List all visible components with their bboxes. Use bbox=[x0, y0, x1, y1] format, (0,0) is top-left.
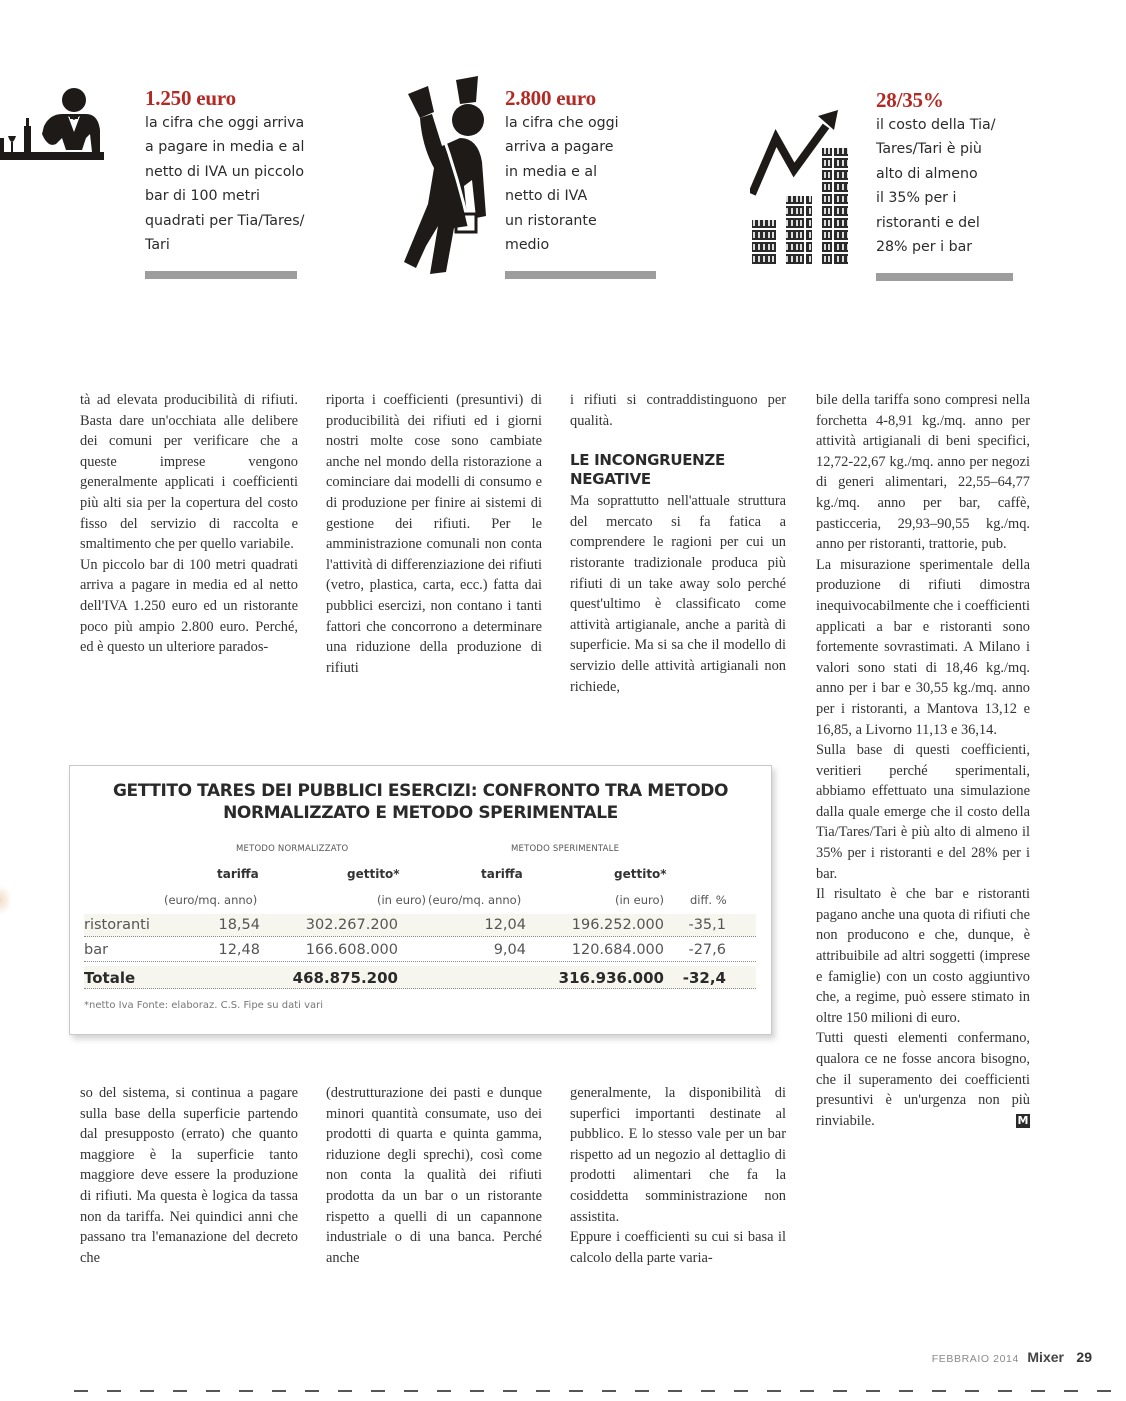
paragraph: riporta i coefficienti (presuntivi) di producibilità dei rifiuti ed i giorni nostri molte cose sono cambiate anche nel mondo della ristorazione a cominciare dai modelli di consumo e di produzione per finire ai sistemi di gestione dei rifiuti. Per le amministrazione comunali non conta l'attività di differenziazione dei rifiuti (vetro, plastica, carta, ecc.) fatta dai pubblici esercizi, non contano i tanti fattori che concorrono a determinare una riduzione della produzione di rifiuti bbox=[326, 392, 542, 676]
paragraph: Eppure i coefficienti su cui si basa il calcolo della parte varia- bbox=[570, 1229, 786, 1266]
magazine-name: Mixer bbox=[1027, 1349, 1064, 1365]
chef-waiter-icon bbox=[398, 76, 490, 276]
stat-line: netto di IVA bbox=[505, 188, 588, 205]
cell-gettito-norm: 468.875.200 bbox=[292, 969, 398, 987]
article-column-3-bottom bbox=[570, 1083, 786, 1268]
col-header-tariffa-norm: tariffa bbox=[217, 867, 259, 881]
cell-diff: -32,4 bbox=[682, 969, 726, 987]
paragraph: tà ad elevata producibilità di rifiuti. Basta dare un'occhiata alle delibere dei comuni per verificare che a queste imprese vengono generalmente applicati i coefficienti più alti sia per la copertura del costo fisso del servizio di raccolta e smaltimento che per quello variabile. bbox=[80, 392, 298, 553]
stat-bar-cost bbox=[145, 86, 315, 257]
paragraph bbox=[816, 1028, 1030, 1131]
stat-line: a pagare in media e al bbox=[145, 139, 305, 156]
table-title bbox=[70, 780, 771, 824]
row-label: bar bbox=[84, 942, 109, 958]
stat-restaurant-cost bbox=[505, 86, 655, 257]
stat-line: arriva a pagare bbox=[505, 139, 614, 156]
page-number: 29 bbox=[1076, 1349, 1092, 1365]
group-header-sperimentale: METODO SPERIMENTALE bbox=[511, 844, 620, 854]
unit-gettito-norm: (in euro) bbox=[377, 893, 426, 907]
stat-description bbox=[876, 113, 1026, 259]
tares-comparison-table bbox=[69, 765, 772, 1035]
stat-description bbox=[505, 111, 655, 257]
page-bleed-decoration bbox=[0, 885, 12, 915]
stat-line: la cifra che oggi arriva bbox=[145, 115, 305, 131]
cut-line-divider bbox=[74, 1390, 1126, 1392]
col-header-tariffa-sper: tariffa bbox=[481, 867, 523, 881]
stat-line: il 35% per i bbox=[876, 190, 957, 207]
paragraph: Il risultato è che bar e ristoranti pagano anche una quota di rifiuti che non producono e che, dunque, è attribuibile ad altri soggetti (imprese e famiglie) con un costo aggiuntivo che, a regime, può essere stimato in oltre 150 milioni di euro. bbox=[816, 886, 1030, 1026]
issue-date: FEBBRAIO 2014 bbox=[931, 1353, 1019, 1365]
cell-diff: -27,6 bbox=[688, 942, 726, 958]
table-title-line: NORMALIZZATO E METODO SPERIMENTALE bbox=[223, 803, 618, 823]
cell-tariffa-norm: 18,54 bbox=[218, 917, 260, 933]
cell-gettito-norm: 302.267.200 bbox=[305, 917, 398, 933]
article-column-4 bbox=[816, 390, 1030, 1131]
rising-cost-chart-icon bbox=[750, 110, 852, 265]
stat-divider-bar bbox=[505, 271, 656, 279]
stat-divider-bar bbox=[876, 273, 1013, 281]
cell-tariffa-norm: 12,48 bbox=[218, 942, 260, 958]
stat-value: 28/35% bbox=[876, 88, 944, 112]
table-row-total bbox=[84, 966, 756, 989]
article-column-1-bottom bbox=[80, 1083, 298, 1268]
stat-description bbox=[145, 111, 315, 257]
unit-tariffa-sper: (euro/mq. anno) bbox=[428, 893, 522, 907]
paragraph: Un piccolo bar di 100 metri quadrati arriva a pagare in media ed al netto dell'IVA 1.250 euro ed un ristorante poco più ampio 2.800 euro. Perché, ed è questo un ulteriore parados- bbox=[80, 556, 298, 656]
stat-line: 28% per i bar bbox=[876, 239, 973, 256]
paragraph: Sulla base di questi coefficienti, veritieri perché sperimentali, abbiamo effettuato una simulazione dalla quale emerge che il costo della Tia/Tares/Tari è più alto di almeno il 35% per i ristoranti e del 28% per i bar. bbox=[816, 742, 1030, 882]
article-column-2-bottom bbox=[326, 1083, 542, 1268]
article-column-3-top bbox=[570, 390, 786, 697]
stat-line: in media e al bbox=[505, 163, 598, 180]
paragraph: bile della tariffa sono compresi nella forchetta 4-8,91 kg./mq. anno per attività artigianali di beni specifici, 12,72-22,67 kg./mq. anno per negozi di generi alimentari, 22,55–64,77 kg./mq. anno per bar, caffè, pasticceria, 29,93–90,55 kg./mq. anno per ristoranti, trattorie, pub. bbox=[816, 392, 1030, 553]
paragraph: i rifiuti si contraddistinguono per qualità. bbox=[570, 392, 786, 429]
cell-tariffa-sper: 12,04 bbox=[484, 917, 526, 933]
stat-line: il costo della Tia/ bbox=[876, 117, 996, 133]
paragraph: (destrutturazione dei pasti e dunque minori quantità consumate, uso dei prodotti di quarta e quinta gamma, riduzione degli sprechi), così come non conta la qualità dei rifiuti prodotta da un bar o un ristorante rispetto a quelli di un capannone industriale o di una banca. Perché anche bbox=[326, 1085, 542, 1266]
col-header-gettito-norm: gettito* bbox=[347, 867, 400, 881]
unit-tariffa-norm: (euro/mq. anno) bbox=[164, 893, 258, 907]
stat-cost-increase bbox=[876, 88, 1026, 259]
stat-line: un ristorante bbox=[505, 212, 597, 229]
cell-gettito-sper: 120.684.000 bbox=[571, 942, 664, 958]
stat-line: bar di 100 metri bbox=[145, 188, 260, 205]
stat-line: Tari bbox=[145, 237, 170, 254]
bartender-icon bbox=[0, 86, 105, 161]
group-header-normalizzato: METODO NORMALIZZATO bbox=[236, 844, 349, 854]
page-footer bbox=[932, 1349, 1092, 1367]
row-label: ristoranti bbox=[84, 917, 150, 933]
unit-diff: diff. % bbox=[690, 893, 727, 907]
paragraph: so del sistema, si continua a pagare sulla base della superficie partendo dal presupposto (errato) che quanto maggiore è la superficie tanto maggiore deve essere la produzione di rifiuti. Ma questa è logica da tassa non da tariffa. Nei quindici anni che passano tra l'emanazione del decreto che bbox=[80, 1085, 298, 1266]
table-row bbox=[84, 914, 756, 937]
section-subheading: LE INCONGRUENZE NEGATIVE bbox=[570, 451, 725, 489]
stat-value: 1.250 euro bbox=[145, 86, 236, 110]
table-title-line: GETTITO TARES DEI PUBBLICI ESERCIZI: CONFRONTO TRA METODO bbox=[112, 781, 729, 801]
stat-value: 2.800 euro bbox=[505, 86, 596, 110]
stat-line: Tares/Tari è più bbox=[876, 141, 982, 158]
col-header-gettito-sper: gettito* bbox=[614, 867, 667, 881]
row-label: Totale bbox=[84, 969, 136, 987]
cell-diff: -35,1 bbox=[688, 917, 726, 933]
paragraph: Ma soprattutto nell'attuale struttura del mercato si fa fatica a comprendere le ragioni per cui un ristorante tradizionale produca più rifiuti di un take away solo perché quest'ultimo è classificato come attività artigianale, anche a parità di superficie. Ma si sa che il modello di servizio delle attività artigianali non richiede, bbox=[570, 493, 786, 695]
table-source-note: *netto Iva Fonte: elaboraz. C.S. Fipe su dati vari bbox=[84, 1000, 324, 1011]
stat-line: quadrati per Tia/Tares/ bbox=[145, 212, 305, 229]
cell-gettito-sper: 316.936.000 bbox=[558, 969, 664, 987]
cell-tariffa-sper: 9,04 bbox=[493, 942, 526, 958]
paragraph-text: Tutti questi elementi confermano, qualora ce ne fosse ancora bisogno, che il superamento dei coefficienti presuntivi è un'urgenza non più rinviabile. bbox=[816, 1030, 1030, 1129]
paragraph: La misurazione sperimentale della produzione di rifiuti dimostra inequivocabilmente che i coefficienti applicati a bar e ristoranti sono fortemente sovrastimati. A Milano i valori sono stati di 18,46 kg./mq. anno per i bar e 30,55 kg./mq. anno per i ristoranti, a Mantova 13,12 e 16,85, a Livorno 11,13 e 36,14. bbox=[816, 556, 1030, 738]
cell-gettito-sper: 196.252.000 bbox=[571, 917, 664, 933]
stat-line: alto di almeno bbox=[876, 165, 978, 182]
end-of-article-mark-icon: M bbox=[1017, 1113, 1029, 1127]
stat-line: ristoranti e del bbox=[876, 214, 980, 231]
stat-line: la cifra che oggi bbox=[505, 115, 619, 131]
stat-divider-bar bbox=[145, 271, 297, 279]
article-column-1-top bbox=[80, 390, 298, 658]
article-column-2-top bbox=[326, 390, 542, 678]
stat-line: medio bbox=[505, 237, 550, 254]
table-row bbox=[84, 939, 756, 962]
stat-line: netto di IVA un piccolo bbox=[145, 163, 305, 180]
unit-gettito-sper: (in euro) bbox=[615, 893, 664, 907]
paragraph: generalmente, la disponibilità di superfici importanti destinate al pubblico. E lo stesso vale per un bar rispetto ad un negozio al dettaglio di prodotti alimentari che fa la cosiddetta somministrazione non assistita. bbox=[570, 1085, 786, 1225]
cell-gettito-norm: 166.608.000 bbox=[305, 942, 398, 958]
